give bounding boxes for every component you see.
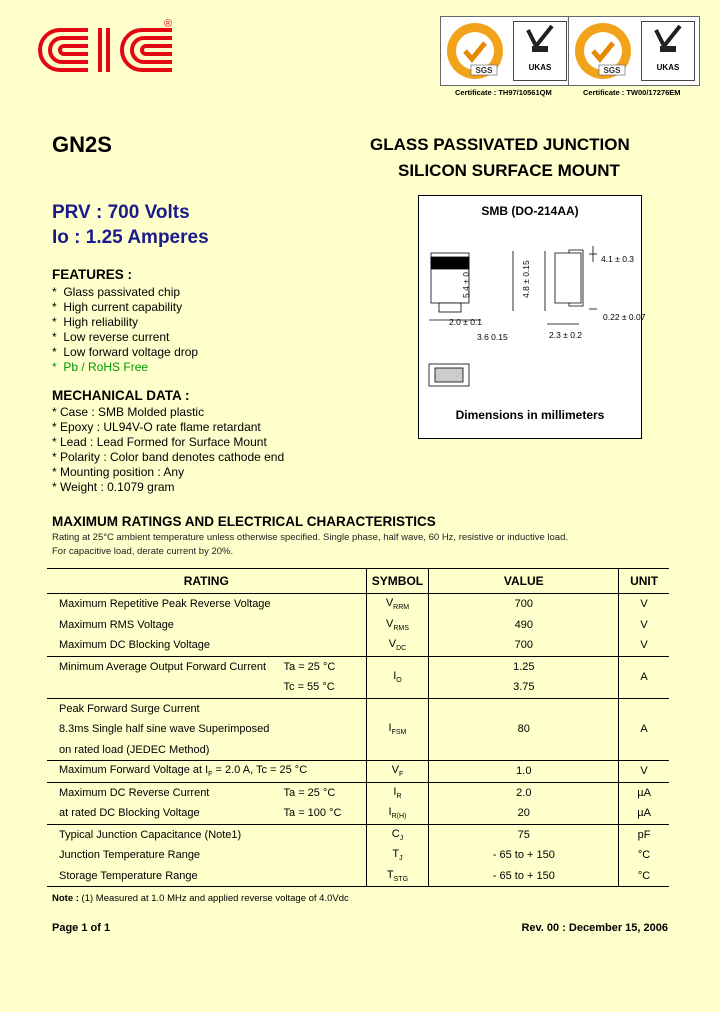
list-item: * Case : SMB Molded plastic (52, 405, 205, 419)
dim-label: 4.8 ± 0.15 (521, 260, 531, 298)
header-rating: RATING (183, 574, 229, 588)
page-number: Page 1 of 1 (52, 922, 111, 934)
sgs-text: SGS (475, 66, 493, 75)
ukas-text: UKAS (528, 63, 552, 72)
table-row: Typical Junction Capacitance (Note1) $C_J$ 75 pF (47, 824, 669, 845)
list-item: * Polarity : Color band denotes cathode end (52, 450, 285, 464)
part-number: GN2S (52, 132, 112, 157)
certificate-caption-1: Certificate : TH97/10561QM (455, 88, 552, 97)
ukas-text: UKAS (656, 63, 680, 72)
table-row: on rated load (JEDEC Method) (47, 740, 669, 761)
certificate-caption-2: Certificate : TW00/17276EM (583, 88, 681, 97)
ratings-table (47, 568, 669, 887)
list-item: * High current capability (52, 300, 183, 314)
dim-label: 0.22 ± 0.07 (603, 312, 646, 322)
table-row: Maximum DC Blocking Voltage $V_{DC}$ 700 V (47, 635, 669, 656)
crown-check-icon (642, 22, 694, 58)
ratings-note-2: For capacitive load, derate current by 20%. (52, 546, 234, 557)
footnote: Note : (1) Measured at 1.0 MHz and applied reverse voltage of 4.0Vdc (52, 893, 349, 904)
mechanical-heading: MECHANICAL DATA : (52, 388, 190, 403)
package-title: SMB (DO-214AA) (481, 204, 579, 218)
certificate-badge-2 (568, 16, 700, 86)
list-item: * Low forward voltage drop (52, 345, 199, 359)
table-row: Maximum DC Reverse Current Ta = 25 °C $I_R$ 2.0 µA (47, 782, 669, 803)
dim-label: 2.3 ± 0.2 (549, 330, 583, 340)
eic-logo (30, 18, 200, 80)
list-item: * Weight : 0.1079 gram (52, 480, 175, 494)
ukas-mark (641, 21, 695, 81)
table-row: 8.3ms Single half sine wave Superimposed (59, 723, 270, 736)
dim-label: 5.4 ± 0.15 (461, 260, 471, 298)
list-item: * Mounting position : Any (52, 465, 185, 479)
table-row: Maximum Forward Voltage at $I_F = 2.0$ A, Tc = 25 °C $V_F$ 1.0 V (47, 761, 669, 783)
mechanical-list (52, 405, 284, 495)
header-unit: UNIT (619, 569, 669, 594)
header-symbol: SYMBOL (366, 569, 429, 594)
table-row: Maximum Repetitive Peak Reverse Voltage $V_{RRM}$ 700 V (47, 594, 669, 615)
title-line-1: GLASS PASSIVATED JUNCTION (370, 135, 630, 154)
table-row: Minimum Average Output Forward Current Ta = 25 °C $I_O$ 1.25 A (47, 656, 669, 677)
prv-rating: PRV : 700 Volts (52, 202, 190, 223)
features-heading: FEATURES : (52, 267, 132, 282)
table-row: at rated DC Blocking Voltage Ta = 100 °C $I_{R(H)}$ 20 µA (47, 803, 669, 824)
dim-label: 3.6 0.15 (477, 332, 508, 342)
list-item: * Glass passivated chip (52, 285, 181, 299)
list-item: * Lead : Lead Formed for Surface Mount (52, 435, 267, 449)
revision-date: Rev. 00 : December 15, 2006 (521, 922, 668, 934)
table-row: Junction Temperature Range $T_J$ - 65 to + 150 °C (47, 845, 669, 866)
sgs-seal-icon (445, 21, 505, 81)
table-header-row (47, 569, 669, 594)
ukas-mark (513, 21, 567, 81)
package-caption: Dimensions in millimeters (455, 408, 605, 422)
ratings-heading: MAXIMUM RATINGS AND ELECTRICAL CHARACTERISTICS (52, 514, 436, 529)
certificate-badge-1 (440, 16, 572, 86)
table-row: Tc = 55 °C 3.75 (47, 677, 669, 698)
ratings-note-1: Rating at 25°C ambient temperature unless otherwise specified. Single phase, half wave, 60 Hz, resistive or inductive load. (52, 532, 569, 543)
table-row: Peak Forward Surge Current $I_{FSM}$ 80 A (47, 698, 669, 719)
header-value: VALUE (429, 569, 619, 594)
table-row: Storage Temperature Range $T_{STG}$ - 65 to + 150 °C (47, 866, 669, 887)
sgs-text: SGS (603, 66, 621, 75)
table-row: Maximum RMS Voltage $V_{RMS}$ 490 V (47, 615, 669, 636)
dim-label: 2.0 ± 0.1 (449, 317, 483, 327)
sgs-seal-icon (573, 21, 633, 81)
registered-mark: ® (164, 18, 173, 30)
list-item: * High reliability (52, 315, 139, 329)
list-item: * Pb / RoHS Free (52, 360, 149, 374)
package-outline-box (418, 195, 646, 439)
dim-label: 4.1 ± 0.3 (601, 254, 635, 264)
crown-check-icon (514, 22, 566, 58)
title-line-2: SILICON SURFACE MOUNT (398, 161, 620, 180)
list-item: * Epoxy : UL94V-O rate flame retardant (52, 420, 261, 434)
list-item: * Low reverse current (52, 330, 170, 344)
io-rating: Io : 1.25 Amperes (52, 227, 209, 248)
features-list (52, 285, 198, 375)
